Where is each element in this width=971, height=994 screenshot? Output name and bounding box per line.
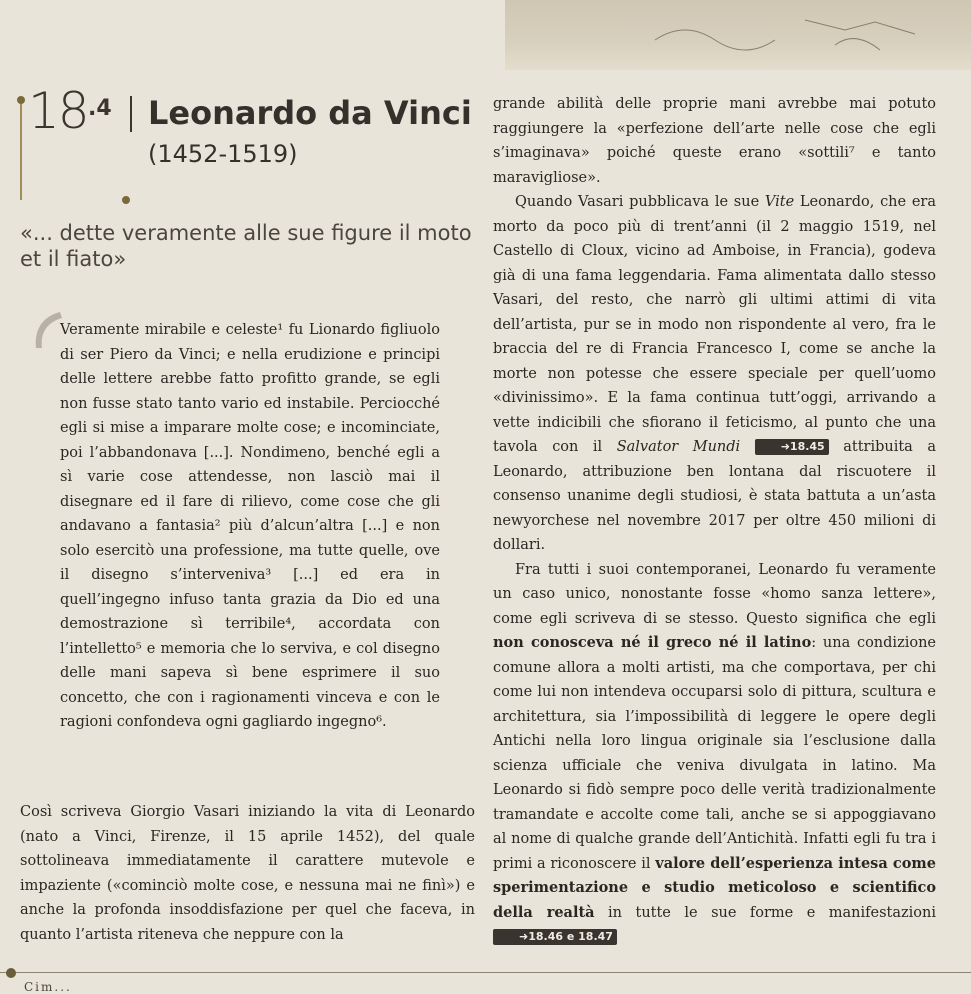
accent-dot	[122, 196, 130, 204]
text-run: attribuita a Leonardo, attribuzione ben lontana dal riscuotere il consenso unanime degli studiosi, è stata battuta a un’asta newyorchese nel novembre 2017 per oltre 450 milioni di dollari.	[493, 439, 936, 553]
bold-text: valore dell’esperienza intesa come sperimentazione e studio meticoloso e scientifico della realtà	[493, 854, 936, 921]
chapter-subnumber: .4	[88, 96, 112, 121]
bold-text: non conosceva né il greco né il latino	[493, 634, 812, 651]
paragraph: grande abilità delle proprie mani avrebbe mai potuto raggiungere la «perfezione dell’arte nelle cose che egli s’imaginava» poiché queste erano «sottili⁷ e tanto maravigliose».	[493, 96, 936, 186]
text-run: in tutte le sue forme e manifestazioni	[594, 904, 937, 921]
footer-fragment: Cim...	[24, 980, 72, 994]
accent-dot	[17, 96, 25, 104]
chapter-dates: (1452-1519)	[148, 140, 298, 168]
italic-title: Vite	[764, 194, 795, 210]
vasari-quote: Veramente mirabile e celeste¹ fu Lionardo figliuolo di ser Piero da Vinci; e nella erudizione e principi delle lettere arebbe fatto profitto grande, se egli non fusse stato tanto vario ed instabile. Perciocché egli si mise a imparare molte cose; e incominciate, poi l’abbandonava [...]. Nondimeno, benché egli a sì varie cose attendesse, non lasciò mai il disegnare ed il fare di rilievo, come cose che gli andavano a fantasia² più d’alcun’altra [...] e non solo esercitò una professione, ma tutte quelle, ove il disegno s’interveniva³ [...] ed era in quell’ingegno infuso tanta grazia da Dio ed una demostrazione sì terribile⁴, accordata con l’intelletto⁵ e memoria che lo serviva, e col disegno delle mani sapeva sì bene esprimere il suo concetto, che con i ragionamenti vinceva e con le ragioni confondeva ogni gagliardo ingegno⁶.	[60, 322, 440, 730]
text-run: Fra tutti i suoi contemporanei, Leonardo fu veramente un caso unico, nonostante fosse «homo sanza lettere», come egli scriveva di se stesso. Questo significa che egli	[493, 561, 936, 627]
chapter-accent-line	[20, 100, 22, 200]
text-run: Leonardo, che era morto da poco più di trent’anni (il 2 maggio 1519, nel Castello di Cloux, vicino ad Amboise, in Francia), godeva già di una fama leggendaria. Fama alimentata dallo stesso Vasari, del resto, che narrò gli ultimi attimi di vita dell’artista, pur se in modo non rispondente al vero, fra le braccia del re di Francia Francesco I, come se anche la morte non potesse che essere speciale per quell’uomo «divinissimo». E la fama continua tutt’oggi, arrivando a vette indicibili che sfiorano il feticismo, al punto che una tavola con il	[493, 194, 936, 455]
accent-dot	[6, 968, 16, 978]
bottom-rule	[0, 972, 971, 973]
sketch-image-fragment	[505, 0, 971, 70]
paragraph	[493, 558, 936, 950]
body-text-right	[493, 92, 936, 950]
paragraph	[493, 190, 936, 558]
chapter-title: Leonardo da Vinci	[148, 94, 472, 132]
body-text-left: Così scriveva Giorgio Vasari iniziando la vita di Leonardo (nato a Vinci, Firenze, il 15 aprile 1452), del quale sottolineava immediatamente il carattere mutevole e impaziente («cominciò molte cose, e nessuna mai ne finì») e anche la profonda insoddisfazione per quel che faceva, in quanto l’artista riteneva che neppure con la	[20, 804, 475, 943]
chapter-number: 18	[28, 82, 88, 140]
italic-title: Salvator Mundi	[616, 439, 741, 455]
cross-reference-link[interactable]: ➜18.45	[755, 439, 829, 455]
chapter-divider	[130, 96, 132, 132]
text-run: : una condizione comune allora a molti artisti, ma che comportava, per chi come lui non intendeva occuparsi solo di pittura, scultura e architettura, sia l’impossibilità di leggere le opere degli Antichi nella loro lingua originale sia l’esclusione dalla scienza ufficiale che veniva divulgata in latino. Ma Leonardo si fidò sempre poco delle verità tradizionalmente tramandate e accolte come tali, anche se si appoggiavano al nome di qualche grande dell’Antichità. Infatti egli fu tra i primi a riconoscere il	[493, 635, 936, 872]
cross-reference-link[interactable]: ➜18.46 e 18.47	[493, 929, 617, 945]
quote-headline: «... dette veramente alle sue figure il moto et il fiato»	[20, 221, 472, 271]
text-run: Quando Vasari pubblicava le sue	[515, 194, 765, 210]
